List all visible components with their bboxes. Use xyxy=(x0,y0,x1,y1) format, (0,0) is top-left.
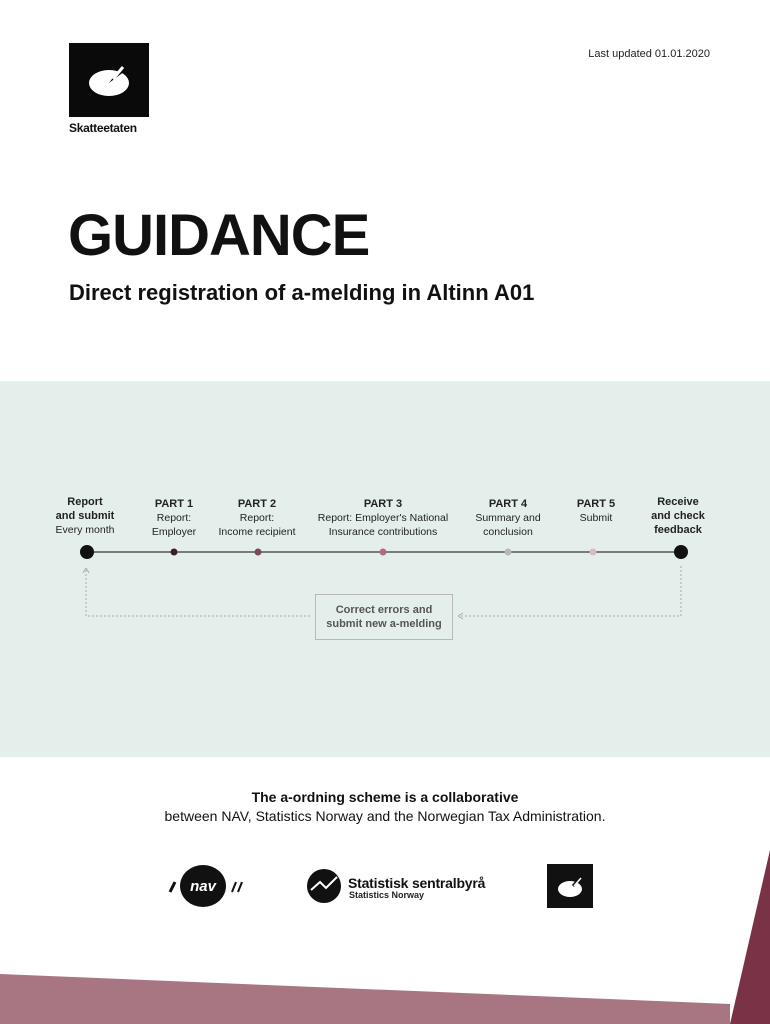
dot-part-5 xyxy=(590,549,597,556)
ssb-subtitle: Statistics Norway xyxy=(349,890,425,900)
nav-wordmark: nav xyxy=(190,878,216,895)
step-head: PART 5 xyxy=(576,498,616,510)
step-extra: Insurance contributions xyxy=(328,526,438,538)
brand-name: Skatteetaten xyxy=(69,121,137,135)
footer-decoration xyxy=(0,840,770,1024)
step-head: PART 1 xyxy=(154,498,194,510)
step-extra: Every month xyxy=(55,524,115,536)
dot-part-2 xyxy=(255,549,262,556)
step-extra: feedback xyxy=(654,524,702,536)
ssb-name: Statistisk sentralbyrå xyxy=(348,875,486,891)
step-head: PART 4 xyxy=(488,498,528,510)
step-desc: Summary and xyxy=(475,512,541,524)
dot-report xyxy=(80,545,94,559)
step-desc: Submit xyxy=(579,512,613,524)
page-subtitle: Direct registration of a-melding in Altinn A01 xyxy=(69,280,535,305)
step-desc: Report: xyxy=(239,512,275,524)
dot-part-4 xyxy=(505,549,512,556)
last-updated: Last updated 01.01.2020 xyxy=(588,48,710,60)
step-extra: Income recipient xyxy=(218,526,296,538)
dot-part-1 xyxy=(171,549,178,556)
step-desc: Report: Employer's National xyxy=(317,512,449,524)
correct-line-1: Correct errors and xyxy=(335,604,433,616)
collaboration-heading: The a-ordning scheme is a collaborative xyxy=(251,789,519,805)
footer-band xyxy=(0,974,730,1024)
step-desc: and check xyxy=(651,510,705,522)
return-path-left xyxy=(86,570,310,616)
return-path-right xyxy=(458,566,681,616)
step-desc: Report: xyxy=(156,512,192,524)
step-head: Report xyxy=(67,496,103,508)
correct-errors-box xyxy=(315,594,453,640)
corner-accent xyxy=(730,850,770,1024)
step-head: PART 2 xyxy=(237,498,277,510)
dot-receive xyxy=(674,545,688,559)
correct-line-2: submit new a-melding xyxy=(326,618,442,630)
step-extra: Employer xyxy=(151,526,197,538)
page-title: GUIDANCE xyxy=(68,203,370,268)
step-head: PART 3 xyxy=(363,498,403,510)
step-head: Receive xyxy=(657,496,699,508)
dot-part-3 xyxy=(380,549,387,556)
step-extra: conclusion xyxy=(483,526,533,538)
step-desc: and submit xyxy=(55,510,115,522)
collaboration-text: between NAV, Statistics Norway and the Norwegian Tax Administration. xyxy=(164,808,606,824)
